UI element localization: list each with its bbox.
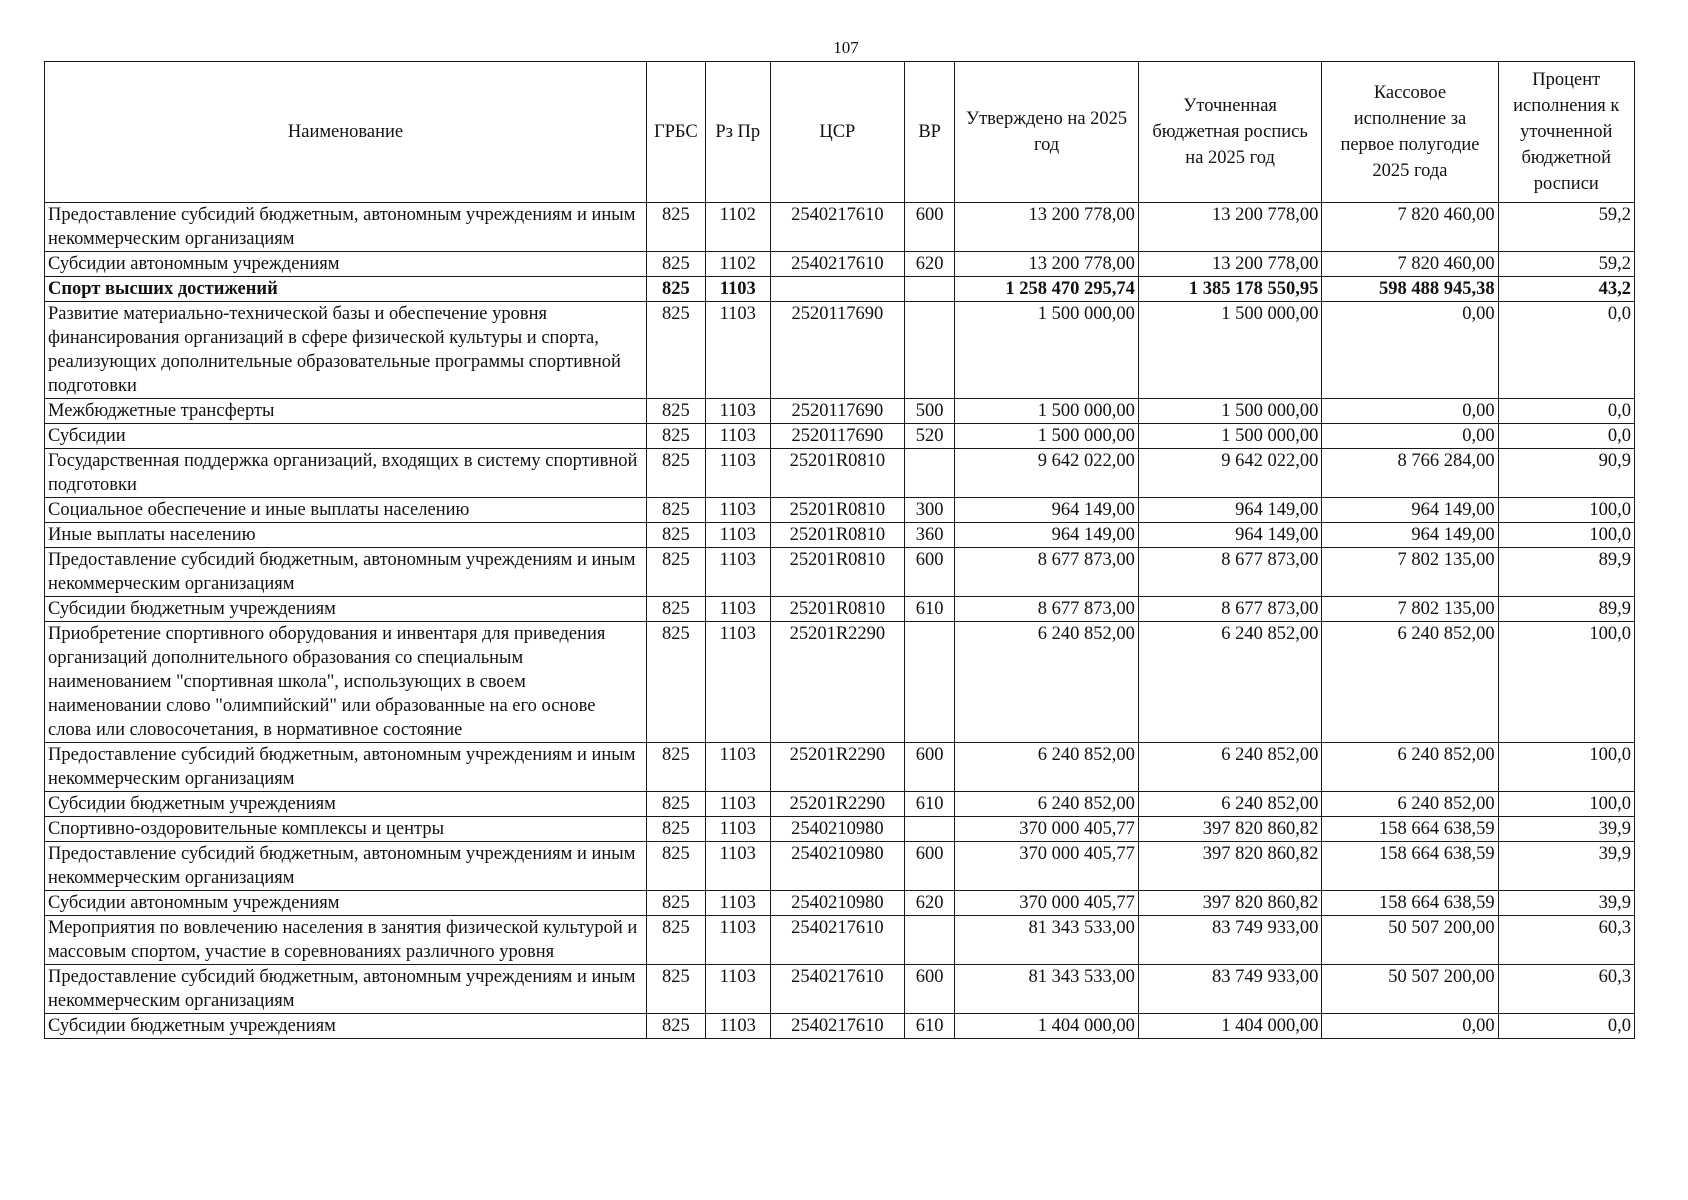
- cell-percent: 39,9: [1498, 842, 1634, 891]
- cell-revised: 964 149,00: [1138, 498, 1322, 523]
- cell-vr: [904, 622, 954, 743]
- cell-rzpr: 1103: [705, 449, 770, 498]
- cell-vr: 610: [904, 597, 954, 622]
- cell-csr: 25201R0810: [770, 498, 904, 523]
- table-row: [45, 449, 1635, 498]
- cell-name: Субсидии бюджетным учреждениям: [45, 792, 647, 817]
- cell-csr: 2540217610: [770, 252, 904, 277]
- cell-approved: 9 642 022,00: [955, 449, 1139, 498]
- cell-name: Мероприятия по вовлечению населения в занятия физической культурой и массовым спортом, участие в соревнованиях различного уровня: [45, 916, 647, 965]
- cell-approved: 1 500 000,00: [955, 424, 1139, 449]
- table-row: [45, 965, 1635, 1014]
- cell-executed: 0,00: [1322, 1014, 1498, 1039]
- cell-percent: 0,0: [1498, 302, 1634, 399]
- cell-approved: 370 000 405,77: [955, 817, 1139, 842]
- cell-vr: 600: [904, 842, 954, 891]
- cell-grbs: 825: [647, 277, 706, 302]
- cell-rzpr: 1103: [705, 302, 770, 399]
- cell-vr: 610: [904, 1014, 954, 1039]
- cell-percent: 90,9: [1498, 449, 1634, 498]
- cell-grbs: 825: [647, 916, 706, 965]
- cell-csr: 25201R0810: [770, 597, 904, 622]
- cell-executed: 7 820 460,00: [1322, 203, 1498, 252]
- cell-executed: 158 664 638,59: [1322, 817, 1498, 842]
- cell-revised: 6 240 852,00: [1138, 743, 1322, 792]
- cell-percent: 43,2: [1498, 277, 1634, 302]
- cell-percent: 100,0: [1498, 622, 1634, 743]
- cell-grbs: 825: [647, 817, 706, 842]
- cell-revised: 8 677 873,00: [1138, 548, 1322, 597]
- cell-vr: 600: [904, 548, 954, 597]
- cell-percent: 60,3: [1498, 916, 1634, 965]
- cell-approved: 370 000 405,77: [955, 842, 1139, 891]
- cell-percent: 0,0: [1498, 1014, 1634, 1039]
- cell-grbs: 825: [647, 965, 706, 1014]
- cell-rzpr: 1102: [705, 252, 770, 277]
- cell-csr: 2540217610: [770, 916, 904, 965]
- cell-revised: 83 749 933,00: [1138, 916, 1322, 965]
- cell-csr: 25201R2290: [770, 792, 904, 817]
- cell-name: Социальное обеспечение и иные выплаты населению: [45, 498, 647, 523]
- table-row: [45, 302, 1635, 399]
- table-row: [45, 399, 1635, 424]
- table-row: [45, 203, 1635, 252]
- cell-vr: 610: [904, 792, 954, 817]
- cell-rzpr: 1103: [705, 743, 770, 792]
- cell-revised: 1 500 000,00: [1138, 302, 1322, 399]
- cell-csr: 25201R0810: [770, 523, 904, 548]
- cell-revised: 1 404 000,00: [1138, 1014, 1322, 1039]
- cell-percent: 0,0: [1498, 399, 1634, 424]
- cell-executed: 0,00: [1322, 302, 1498, 399]
- cell-csr: 2540217610: [770, 965, 904, 1014]
- table-row: [45, 523, 1635, 548]
- cell-csr: 2540210980: [770, 817, 904, 842]
- cell-name: Межбюджетные трансферты: [45, 399, 647, 424]
- table-row: [45, 916, 1635, 965]
- cell-approved: 370 000 405,77: [955, 891, 1139, 916]
- cell-rzpr: 1103: [705, 1014, 770, 1039]
- cell-vr: 600: [904, 965, 954, 1014]
- cell-rzpr: 1103: [705, 842, 770, 891]
- cell-vr: 600: [904, 743, 954, 792]
- cell-name: Предоставление субсидий бюджетным, автономным учреждениям и иным некоммерческим организациям: [45, 842, 647, 891]
- cell-name: Предоставление субсидий бюджетным, автономным учреждениям и иным некоммерческим организациям: [45, 965, 647, 1014]
- cell-grbs: 825: [647, 743, 706, 792]
- cell-name: Предоставление субсидий бюджетным, автономным учреждениям и иным некоммерческим организациям: [45, 548, 647, 597]
- cell-vr: 300: [904, 498, 954, 523]
- cell-grbs: 825: [647, 842, 706, 891]
- cell-executed: 964 149,00: [1322, 523, 1498, 548]
- table-row: [45, 424, 1635, 449]
- cell-rzpr: 1103: [705, 399, 770, 424]
- cell-vr: [904, 302, 954, 399]
- cell-name: Государственная поддержка организаций, входящих в систему спортивной подготовки: [45, 449, 647, 498]
- cell-approved: 1 404 000,00: [955, 1014, 1139, 1039]
- cell-approved: 964 149,00: [955, 498, 1139, 523]
- cell-rzpr: 1103: [705, 548, 770, 597]
- cell-grbs: 825: [647, 891, 706, 916]
- cell-executed: 7 802 135,00: [1322, 548, 1498, 597]
- table-row: [45, 277, 1635, 302]
- column-header-approved: Утверждено на 2025 год: [955, 62, 1139, 203]
- cell-revised: 397 820 860,82: [1138, 891, 1322, 916]
- table-row: [45, 597, 1635, 622]
- cell-approved: 13 200 778,00: [955, 203, 1139, 252]
- cell-executed: 8 766 284,00: [1322, 449, 1498, 498]
- table-body: [45, 203, 1635, 1039]
- cell-executed: 0,00: [1322, 424, 1498, 449]
- table-row: [45, 622, 1635, 743]
- cell-revised: 6 240 852,00: [1138, 622, 1322, 743]
- column-header-rzpr: Рз Пр: [705, 62, 770, 203]
- cell-grbs: 825: [647, 252, 706, 277]
- cell-name: Приобретение спортивного оборудования и инвентаря для приведения организаций дополнительного образования со специальным наименованием "спортивная школа", использующих в своем наименовании слово "олимпийский" или образованные на его основе слова или словосочетания, в нормативное состояние: [45, 622, 647, 743]
- cell-approved: 6 240 852,00: [955, 792, 1139, 817]
- cell-name: Иные выплаты населению: [45, 523, 647, 548]
- cell-approved: 1 500 000,00: [955, 399, 1139, 424]
- cell-revised: 83 749 933,00: [1138, 965, 1322, 1014]
- cell-grbs: 825: [647, 597, 706, 622]
- cell-grbs: 825: [647, 523, 706, 548]
- column-header-name: Наименование: [45, 62, 647, 203]
- cell-approved: 6 240 852,00: [955, 622, 1139, 743]
- cell-name: Предоставление субсидий бюджетным, автономным учреждениям и иным некоммерческим организациям: [45, 743, 647, 792]
- column-header-csr: ЦСР: [770, 62, 904, 203]
- cell-name: Субсидии бюджетным учреждениям: [45, 597, 647, 622]
- cell-executed: 50 507 200,00: [1322, 916, 1498, 965]
- cell-approved: 964 149,00: [955, 523, 1139, 548]
- cell-vr: 500: [904, 399, 954, 424]
- table-row: [45, 743, 1635, 792]
- page-number: 107: [833, 38, 859, 57]
- column-header-vr: ВР: [904, 62, 954, 203]
- cell-rzpr: 1103: [705, 916, 770, 965]
- column-header-revised: Уточненная бюджетная роспись на 2025 год: [1138, 62, 1322, 203]
- cell-csr: 25201R0810: [770, 548, 904, 597]
- table-row: [45, 842, 1635, 891]
- cell-name: Субсидии бюджетным учреждениям: [45, 1014, 647, 1039]
- cell-grbs: 825: [647, 792, 706, 817]
- cell-rzpr: 1103: [705, 622, 770, 743]
- cell-name: Предоставление субсидий бюджетным, автономным учреждениям и иным некоммерческим организациям: [45, 203, 647, 252]
- cell-approved: 6 240 852,00: [955, 743, 1139, 792]
- cell-vr: 360: [904, 523, 954, 548]
- cell-revised: 1 385 178 550,95: [1138, 277, 1322, 302]
- cell-percent: 0,0: [1498, 424, 1634, 449]
- cell-executed: 964 149,00: [1322, 498, 1498, 523]
- cell-executed: 7 802 135,00: [1322, 597, 1498, 622]
- cell-approved: 8 677 873,00: [955, 597, 1139, 622]
- cell-percent: 60,3: [1498, 965, 1634, 1014]
- cell-rzpr: 1103: [705, 424, 770, 449]
- cell-vr: [904, 817, 954, 842]
- table-row: [45, 792, 1635, 817]
- cell-csr: [770, 277, 904, 302]
- cell-rzpr: 1103: [705, 498, 770, 523]
- cell-revised: 397 820 860,82: [1138, 817, 1322, 842]
- cell-revised: 13 200 778,00: [1138, 203, 1322, 252]
- cell-percent: 59,2: [1498, 203, 1634, 252]
- cell-vr: [904, 916, 954, 965]
- table-row: [45, 1014, 1635, 1039]
- cell-revised: 13 200 778,00: [1138, 252, 1322, 277]
- cell-approved: 81 343 533,00: [955, 965, 1139, 1014]
- cell-rzpr: 1103: [705, 817, 770, 842]
- column-header-grbs: ГРБС: [647, 62, 706, 203]
- cell-revised: 9 642 022,00: [1138, 449, 1322, 498]
- cell-grbs: 825: [647, 1014, 706, 1039]
- cell-vr: 620: [904, 252, 954, 277]
- cell-approved: 13 200 778,00: [955, 252, 1139, 277]
- cell-revised: 1 500 000,00: [1138, 399, 1322, 424]
- cell-executed: 6 240 852,00: [1322, 622, 1498, 743]
- cell-csr: 2520117690: [770, 424, 904, 449]
- table-row: [45, 891, 1635, 916]
- cell-percent: 100,0: [1498, 498, 1634, 523]
- cell-percent: 100,0: [1498, 523, 1634, 548]
- cell-name: Развитие материально-технической базы и обеспечение уровня финансирования организаций в сфере физической культуры и спорта, реализующих дополнительные образовательные программы спортивной подготовки: [45, 302, 647, 399]
- cell-csr: 2520117690: [770, 399, 904, 424]
- cell-revised: 397 820 860,82: [1138, 842, 1322, 891]
- cell-rzpr: 1103: [705, 965, 770, 1014]
- cell-revised: 964 149,00: [1138, 523, 1322, 548]
- cell-executed: 158 664 638,59: [1322, 891, 1498, 916]
- cell-vr: [904, 449, 954, 498]
- cell-name: Субсидии автономным учреждениям: [45, 891, 647, 916]
- cell-approved: 81 343 533,00: [955, 916, 1139, 965]
- cell-csr: 2540217610: [770, 1014, 904, 1039]
- cell-percent: 100,0: [1498, 792, 1634, 817]
- cell-csr: 2540210980: [770, 842, 904, 891]
- cell-grbs: 825: [647, 399, 706, 424]
- cell-executed: 6 240 852,00: [1322, 743, 1498, 792]
- cell-name: Спортивно-оздоровительные комплексы и центры: [45, 817, 647, 842]
- cell-grbs: 825: [647, 203, 706, 252]
- cell-executed: 7 820 460,00: [1322, 252, 1498, 277]
- cell-rzpr: 1103: [705, 792, 770, 817]
- column-header-executed: Кассовое исполнение за первое полугодие 2025 года: [1322, 62, 1498, 203]
- cell-csr: 2540217610: [770, 203, 904, 252]
- cell-grbs: 825: [647, 622, 706, 743]
- cell-rzpr: 1103: [705, 523, 770, 548]
- cell-executed: 158 664 638,59: [1322, 842, 1498, 891]
- cell-grbs: 825: [647, 449, 706, 498]
- cell-name: Субсидии автономным учреждениям: [45, 252, 647, 277]
- cell-executed: 598 488 945,38: [1322, 277, 1498, 302]
- cell-percent: 89,9: [1498, 597, 1634, 622]
- cell-grbs: 825: [647, 424, 706, 449]
- table-row: [45, 817, 1635, 842]
- cell-rzpr: 1103: [705, 597, 770, 622]
- cell-name: Спорт высших достижений: [45, 277, 647, 302]
- cell-executed: 6 240 852,00: [1322, 792, 1498, 817]
- cell-approved: 1 258 470 295,74: [955, 277, 1139, 302]
- cell-revised: 1 500 000,00: [1138, 424, 1322, 449]
- cell-grbs: 825: [647, 498, 706, 523]
- cell-vr: 600: [904, 203, 954, 252]
- table-header-row: [45, 62, 1635, 203]
- cell-vr: 620: [904, 891, 954, 916]
- cell-executed: 50 507 200,00: [1322, 965, 1498, 1014]
- cell-name: Субсидии: [45, 424, 647, 449]
- cell-rzpr: 1102: [705, 203, 770, 252]
- cell-revised: 8 677 873,00: [1138, 597, 1322, 622]
- cell-csr: 25201R2290: [770, 743, 904, 792]
- cell-revised: 6 240 852,00: [1138, 792, 1322, 817]
- table-row: [45, 498, 1635, 523]
- cell-approved: 1 500 000,00: [955, 302, 1139, 399]
- cell-rzpr: 1103: [705, 277, 770, 302]
- cell-csr: 2520117690: [770, 302, 904, 399]
- cell-percent: 89,9: [1498, 548, 1634, 597]
- cell-percent: 100,0: [1498, 743, 1634, 792]
- cell-csr: 25201R2290: [770, 622, 904, 743]
- cell-vr: [904, 277, 954, 302]
- budget-table: [44, 61, 1635, 1039]
- cell-vr: 520: [904, 424, 954, 449]
- table-row: [45, 252, 1635, 277]
- cell-percent: 59,2: [1498, 252, 1634, 277]
- cell-grbs: 825: [647, 548, 706, 597]
- cell-percent: 39,9: [1498, 817, 1634, 842]
- column-header-percent: Процент исполнения к уточненной бюджетной росписи: [1498, 62, 1634, 203]
- cell-grbs: 825: [647, 302, 706, 399]
- cell-executed: 0,00: [1322, 399, 1498, 424]
- cell-percent: 39,9: [1498, 891, 1634, 916]
- cell-csr: 25201R0810: [770, 449, 904, 498]
- cell-approved: 8 677 873,00: [955, 548, 1139, 597]
- cell-rzpr: 1103: [705, 891, 770, 916]
- cell-csr: 2540210980: [770, 891, 904, 916]
- table-row: [45, 548, 1635, 597]
